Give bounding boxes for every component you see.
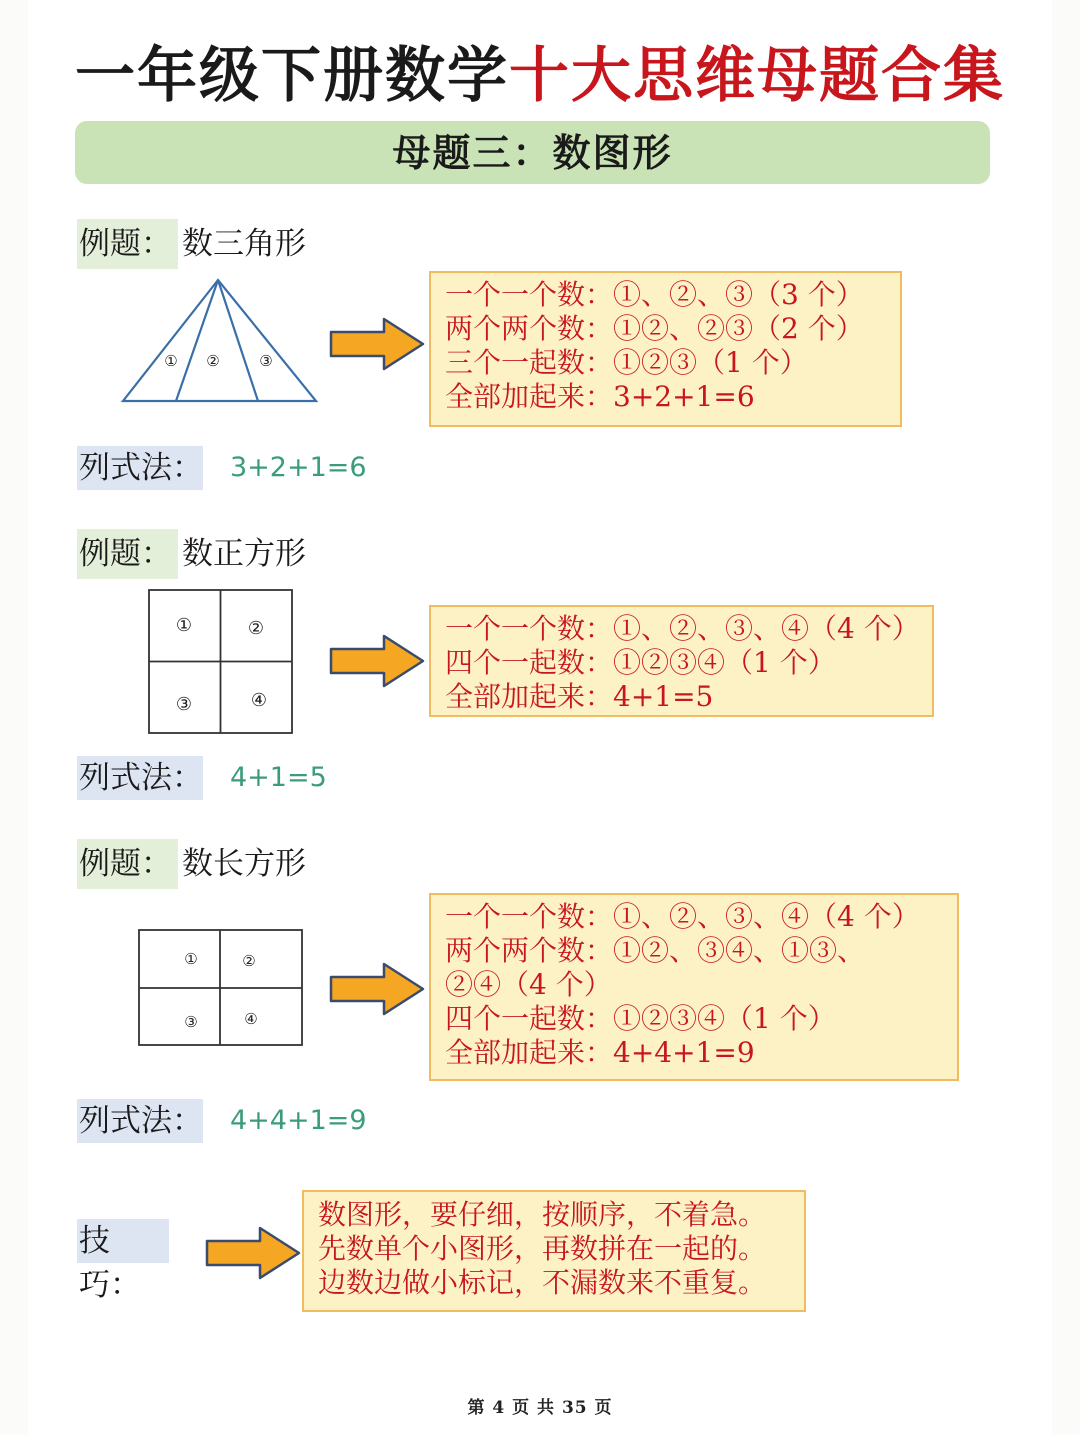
example-1-answer-line: 全部加起来：3+2+1=6: [445, 380, 755, 413]
example-1-name: 数三角形: [182, 226, 306, 262]
tip-line: 边数边做小标记，不漏数来不重复。: [318, 1266, 767, 1299]
square-label-3: ③: [175, 694, 193, 715]
rectangle-label-4: ④: [244, 1010, 258, 1028]
example-2-name: 数正方形: [182, 536, 306, 572]
triangle-label-3: ③: [259, 352, 273, 370]
rectangle-label-1: ①: [184, 950, 198, 968]
example-2-answer-line: 四个一起数：①②③④（1 个）: [445, 646, 836, 679]
example-1-answer-box: [429, 271, 902, 427]
example-1-formula: 3+2+1=6: [230, 452, 367, 483]
triangle-label-1: ①: [164, 352, 178, 370]
example-2-label: 例题：: [77, 529, 178, 579]
example-1-label: 例题：: [77, 219, 178, 269]
title-part-red: 十大思维母题合集: [509, 41, 1005, 111]
rectangle-grid-figure: [138, 929, 304, 1051]
example-2-formula-label: 列式法：: [77, 756, 203, 800]
tip-label: 技巧：: [77, 1219, 169, 1263]
tip-line: 数图形，要仔细，按顺序，不着急。: [318, 1198, 767, 1231]
example-1-answer-line: 两个两个数：①②、②③（2 个）: [445, 312, 864, 345]
example-3-name: 数长方形: [182, 846, 306, 882]
page-number: 第 4 页 共 35 页: [467, 1398, 613, 1418]
example-1-heading: [77, 219, 306, 269]
example-3-answer-box: [429, 893, 959, 1081]
rectangle-label-2: ②: [242, 952, 256, 970]
example-1-formula-label: 列式法：: [77, 446, 203, 490]
triangle-label-2: ②: [206, 352, 220, 370]
arrow-right-icon: [328, 961, 428, 1021]
example-3-answer-line: 四个一起数：①②③④（1 个）: [445, 1002, 836, 1035]
arrow-right-icon: [328, 316, 428, 376]
section-title-bar: 母题三：数图形: [75, 121, 990, 184]
tip-box: [302, 1190, 806, 1312]
example-3-formula: 4+4+1=9: [230, 1105, 367, 1136]
title-part-black: 一年级下册数学: [75, 41, 509, 111]
example-3-answer-line: 两个两个数：①②、③④、①③、: [445, 934, 866, 967]
example-2-answer-line: 全部加起来：4+1=5: [445, 680, 714, 713]
example-3-label: 例题：: [77, 839, 178, 889]
page-title: [0, 28, 1080, 114]
tip-line: 先数单个小图形，再数拼在一起的。: [318, 1232, 767, 1265]
square-label-1: ①: [175, 615, 193, 636]
example-2-answer-line: 一个一个数：①、②、③、④（4 个）: [445, 612, 920, 645]
rectangle-label-3: ③: [184, 1013, 198, 1031]
example-3-answer-line: ②④（4 个）: [445, 968, 612, 1001]
example-2-heading: [77, 529, 306, 579]
example-3-formula-label: 列式法：: [77, 1099, 203, 1143]
triangle-outline: [123, 280, 316, 401]
example-3-heading: [77, 839, 306, 889]
arrow-right-icon: [204, 1225, 304, 1285]
triangle-divider-right: [218, 280, 258, 401]
triangle-figure: [118, 276, 323, 410]
example-2-answer-box: [429, 605, 934, 717]
square-grid-figure: [148, 589, 294, 739]
triangle-divider-left: [176, 280, 218, 401]
square-label-4: ④: [250, 690, 268, 711]
example-3-answer-line: 全部加起来：4+4+1=9: [445, 1036, 755, 1069]
example-1-answer-line: 一个一个数：①、②、③（3 个）: [445, 278, 864, 311]
square-label-2: ②: [247, 618, 265, 639]
example-2-formula: 4+1=5: [230, 762, 327, 793]
example-1-answer-line: 三个一起数：①②③（1 个）: [445, 346, 808, 379]
example-3-answer-line: 一个一个数：①、②、③、④（4 个）: [445, 900, 920, 933]
arrow-right-icon: [328, 633, 428, 693]
